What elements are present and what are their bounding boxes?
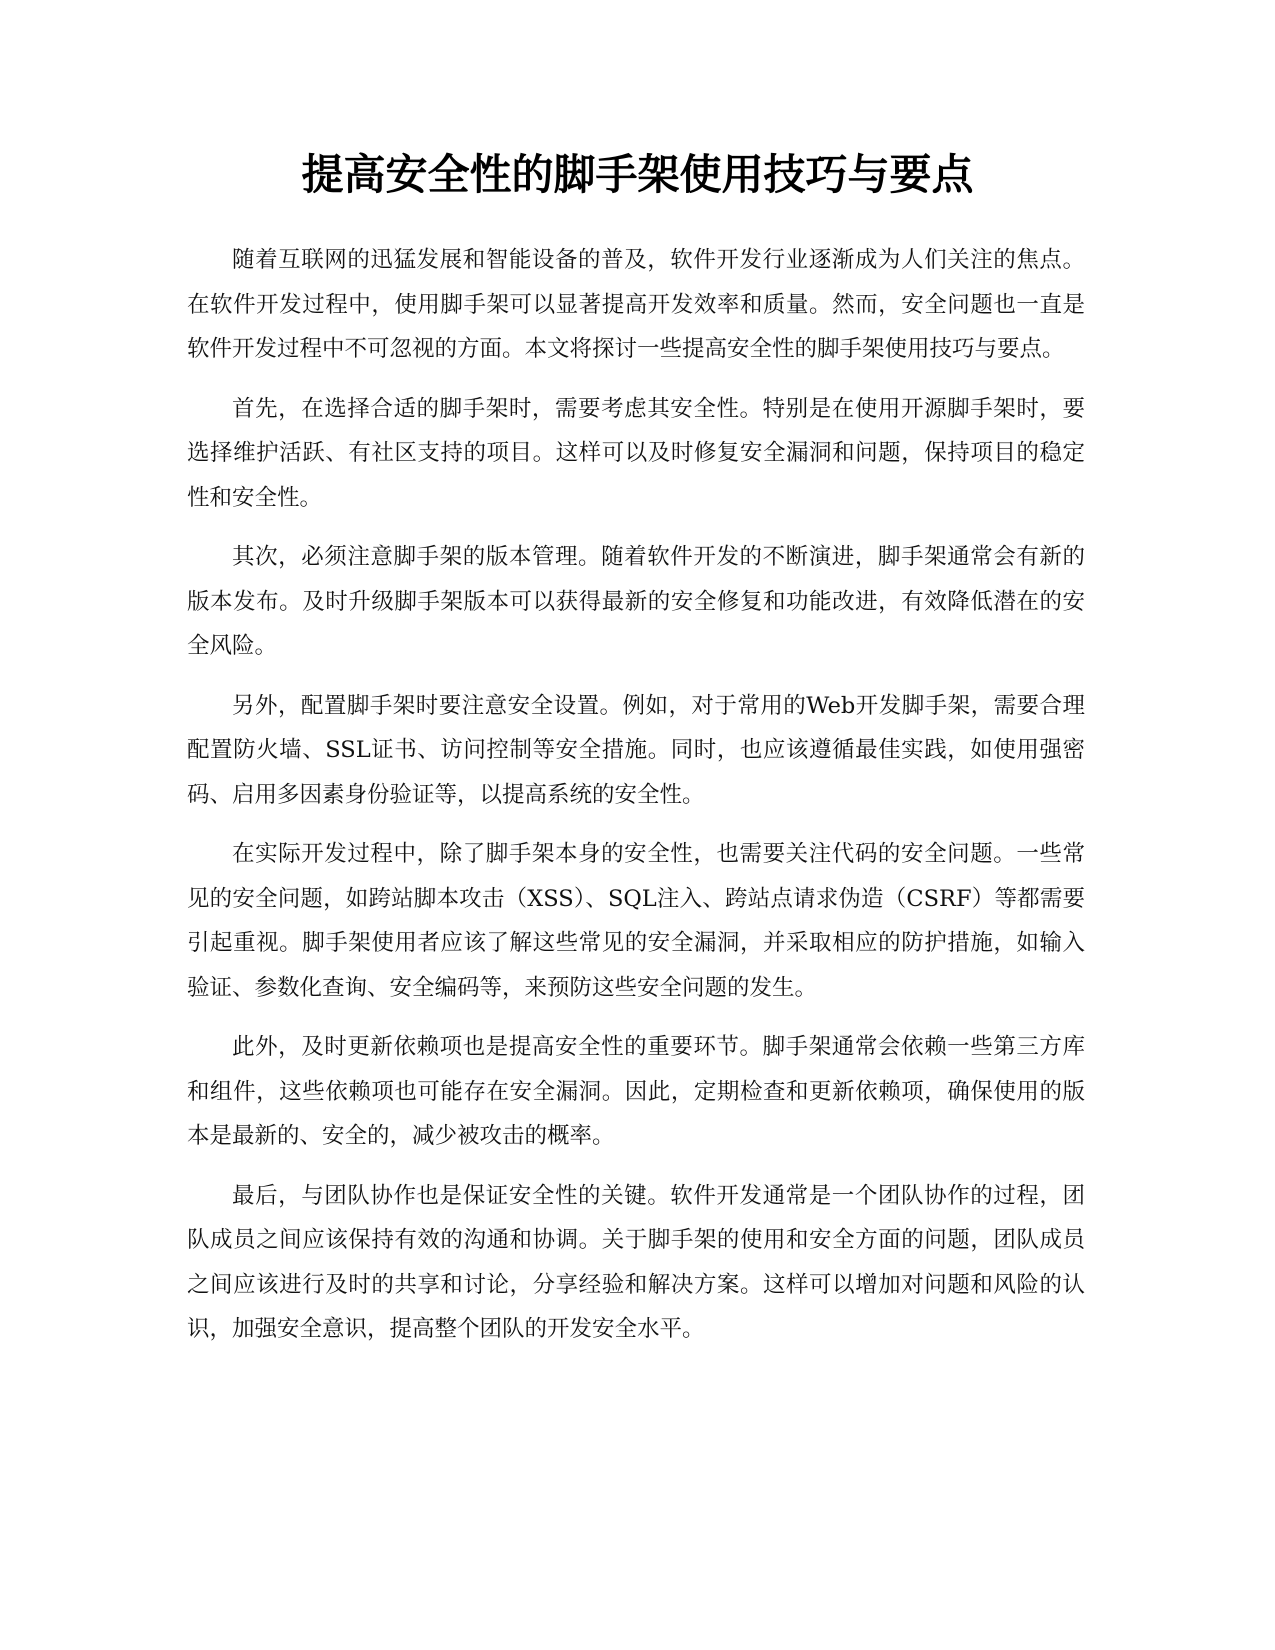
paragraph-choosing-scaffold: 首先，在选择合适的脚手架时，需要考虑其安全性。特别是在使用开源脚手架时，要选择维护活跃、有社区支持的项目。这样可以及时修复安全漏洞和问题，保持项目的稳定性和安全性。 <box>187 395 1085 511</box>
paragraph-version-management: 其次，必须注意脚手架的版本管理。随着软件开发的不断演进，脚手架通常会有新的版本发布。及时升级脚手架版本可以获得最新的安全修复和功能改进，有效降低潜在的安全风险。 <box>187 544 1085 659</box>
paragraph-dependency-updates: 此外，及时更新依赖项也是提高安全性的重要环节。脚手架通常会依赖一些第三方库和组件，这些依赖项也可能存在安全漏洞。因此，定期检查和更新依赖项，确保使用的版本是最新的、安全的，减少被攻击的概率。 <box>187 1034 1085 1149</box>
document-body <box>187 238 1085 1367</box>
paragraph-code-security: 在实际开发过程中，除了脚手架本身的安全性，也需要关注代码的安全问题。一些常见的安全问题，如跨站脚本攻击（XSS）、SQL注入、跨站点请求伪造（CSRF）等都需要引起重视。脚手架使用者应该了解这些常见的安全漏洞，并采取相应的防护措施，如输入验证、参数化查询、安全编码等，来预防这些安全问题的发生。 <box>187 841 1085 1001</box>
paragraph-security-config: 另外，配置脚手架时要注意安全设置。例如，对于常用的Web开发脚手架，需要合理配置防火墙、SSL证书、访问控制等安全措施。同时，也应该遵循最佳实践，如使用强密码、启用多因素身份验证等，以提高系统的安全性。 <box>187 692 1085 808</box>
paragraph-intro: 随着互联网的迅猛发展和智能设备的普及，软件开发行业逐渐成为人们关注的焦点。在软件开发过程中，使用脚手架可以显著提高开发效率和质量。然而，安全问题也一直是软件开发过程中不可忽视的方面。本文将探讨一些提高安全性的脚手架使用技巧与要点。 <box>187 247 1085 362</box>
paragraph-team-collaboration: 最后，与团队协作也是保证安全性的关键。软件开发通常是一个团队协作的过程，团队成员之间应该保持有效的沟通和协调。关于脚手架的使用和安全方面的问题，团队成员之间应该进行及时的共享和讨论，分享经验和解决方案。这样可以增加对问题和风险的认识，加强安全意识，提高整个团队的开发安全水平。 <box>187 1182 1085 1342</box>
document-title: 提高安全性的脚手架使用技巧与要点 <box>301 150 974 199</box>
